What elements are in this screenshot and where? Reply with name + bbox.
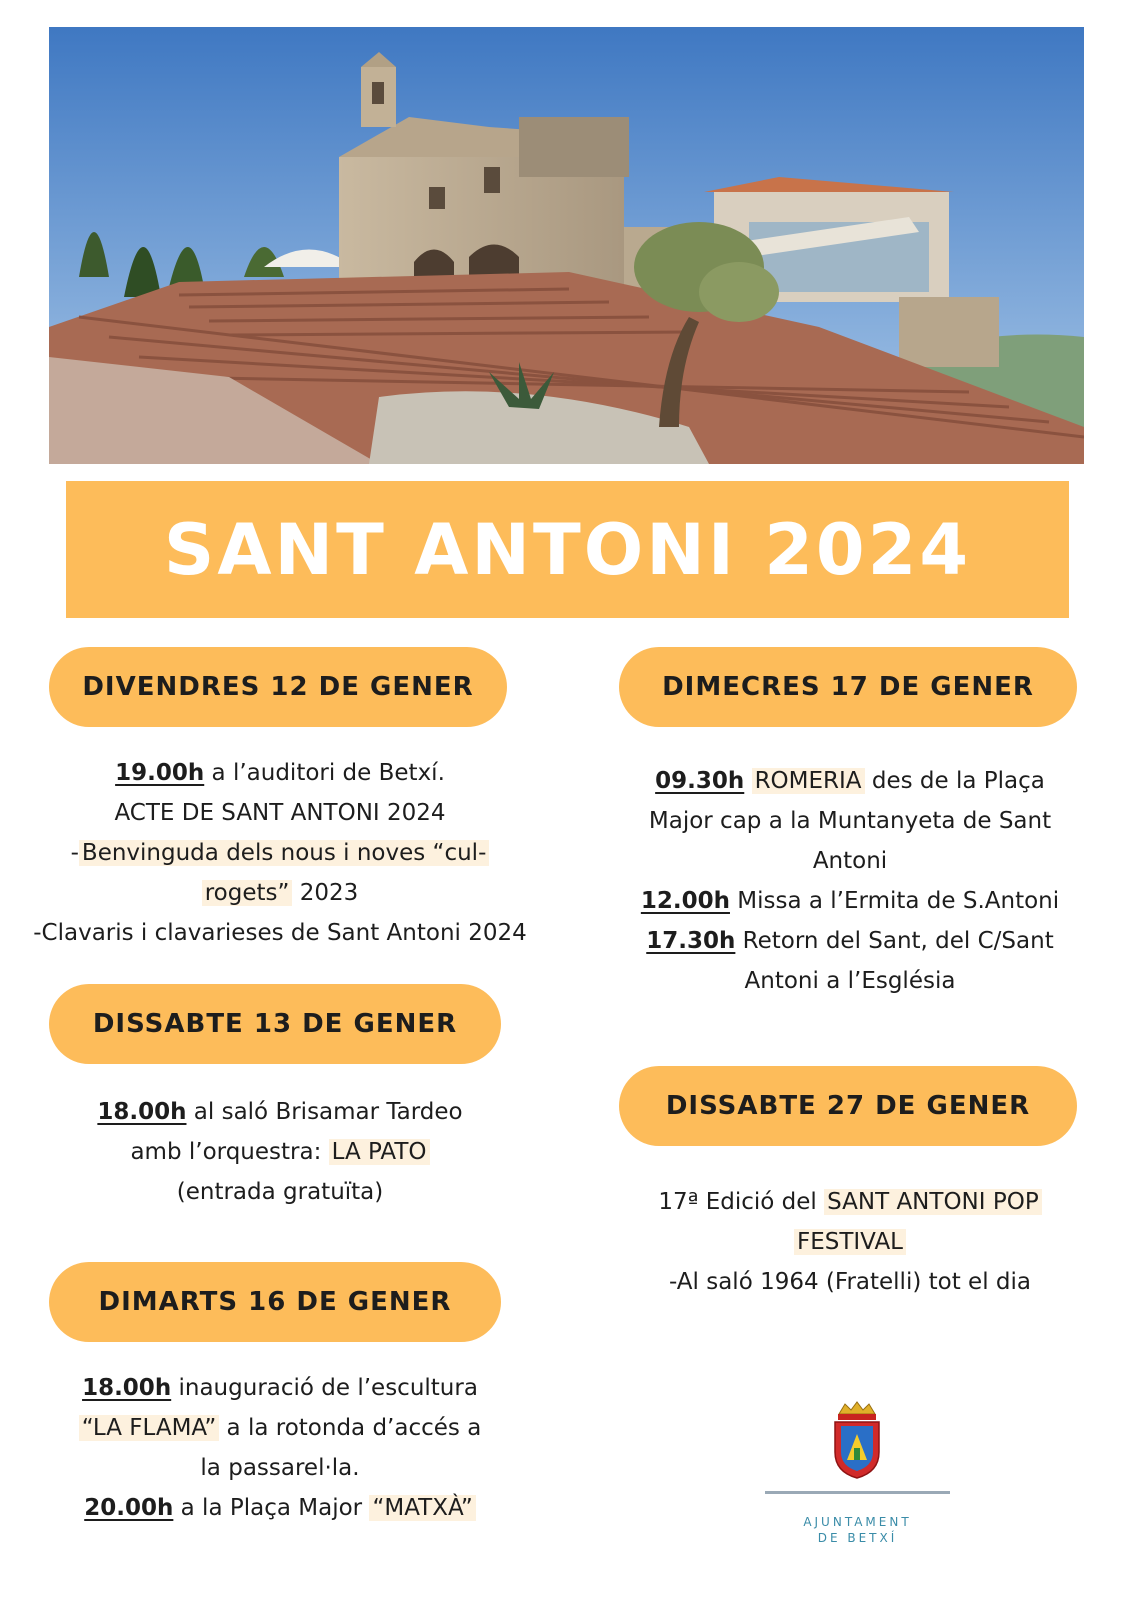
event-text: Missa a l’Ermita de S.Antoni: [729, 888, 1060, 914]
highlight-text: “LA FLAMA”: [79, 1415, 220, 1441]
event-line: [20, 1132, 540, 1172]
event-line: (entrada gratuïta): [176, 1179, 384, 1205]
event-line: [600, 761, 1100, 801]
event-line: [20, 833, 540, 873]
day-header-17: DIMECRES 17 DE GENER: [619, 647, 1077, 727]
event-line: Major cap a la Muntanyeta de Sant: [648, 808, 1052, 834]
event-text: a la Plaça Major: [173, 1495, 370, 1521]
event-line: [20, 1408, 540, 1448]
event-time: 20.00h: [84, 1495, 174, 1521]
hero-photo: [49, 27, 1084, 464]
event-line: [600, 1182, 1100, 1222]
day-section-17: [600, 761, 1100, 1001]
highlight-text: Benvinguda dels nous i noves “cul-: [79, 840, 489, 866]
event-line: -Clavaris i clavarieses de Sant Antoni 2024: [33, 920, 527, 946]
day-section-16: [20, 1368, 540, 1528]
town-council-logo: [765, 1400, 950, 1550]
event-line: -Al saló 1964 (Fratelli) tot el dia: [669, 1269, 1031, 1295]
event-line: [600, 881, 1100, 921]
event-time: 19.00h: [115, 760, 205, 786]
day-section-13: [20, 1092, 540, 1212]
event-time: 18.00h: [97, 1099, 187, 1125]
event-line: [20, 1092, 540, 1132]
event-text: al saló Brisamar Tardeo: [186, 1099, 463, 1125]
event-line: la passarel·la.: [200, 1455, 360, 1481]
event-line: [600, 1222, 1100, 1262]
event-text: -: [70, 840, 79, 866]
event-text: Retorn del Sant, del C/Sant: [735, 928, 1054, 954]
day-section-12: [20, 753, 540, 953]
day-header-16: DIMARTS 16 DE GENER: [49, 1262, 501, 1342]
event-line: ACTE DE SANT ANTONI 2024: [114, 800, 446, 826]
hermitage-illustration: [49, 27, 1084, 464]
highlight-text: rogets”: [202, 880, 293, 906]
event-text: amb l’orquestra:: [130, 1139, 329, 1165]
day-section-27: [600, 1182, 1100, 1302]
coat-of-arms-icon: [827, 1400, 887, 1480]
day-header-12: DIVENDRES 12 DE GENER: [49, 647, 507, 727]
highlight-text: “MATXÀ”: [369, 1495, 475, 1521]
day-header-27: DISSABTE 27 DE GENER: [619, 1066, 1077, 1146]
event-time: 12.00h: [640, 888, 730, 914]
event-line: Antoni: [812, 848, 888, 874]
highlight-text: FESTIVAL: [794, 1229, 906, 1255]
event-line: [20, 873, 540, 913]
event-text: a l’auditori de Betxí.: [204, 760, 445, 786]
title-banner: [66, 481, 1069, 618]
highlight-text: SANT ANTONI POP: [824, 1189, 1042, 1215]
event-line: [20, 1488, 540, 1528]
day-header-13: DISSABTE 13 DE GENER: [49, 984, 501, 1064]
event-time: 18.00h: [82, 1375, 172, 1401]
event-text: a la rotonda d’accés a: [219, 1415, 482, 1441]
event-time: 17.30h: [646, 928, 736, 954]
event-line: [20, 1368, 540, 1408]
event-text: inauguració de l’escultura: [171, 1375, 478, 1401]
event-line: [600, 921, 1100, 961]
event-text: 17ª Edició del: [658, 1189, 825, 1215]
highlight-text: LA PATO: [329, 1139, 430, 1165]
event-line: [20, 753, 540, 793]
logo-text: [765, 1514, 950, 1546]
highlight-text: ROMERIA: [752, 768, 865, 794]
logo-divider: [765, 1491, 950, 1494]
page-title: SANT ANTONI 2024: [163, 508, 972, 591]
event-line: Antoni a l’Església: [744, 968, 956, 994]
event-time: 09.30h: [655, 768, 745, 794]
event-text: 2023: [292, 880, 359, 906]
logo-line-1: AJUNTAMENT: [803, 1515, 912, 1529]
event-text: des de la Plaça: [864, 768, 1045, 794]
logo-line-2: DE BETXÍ: [817, 1531, 898, 1545]
